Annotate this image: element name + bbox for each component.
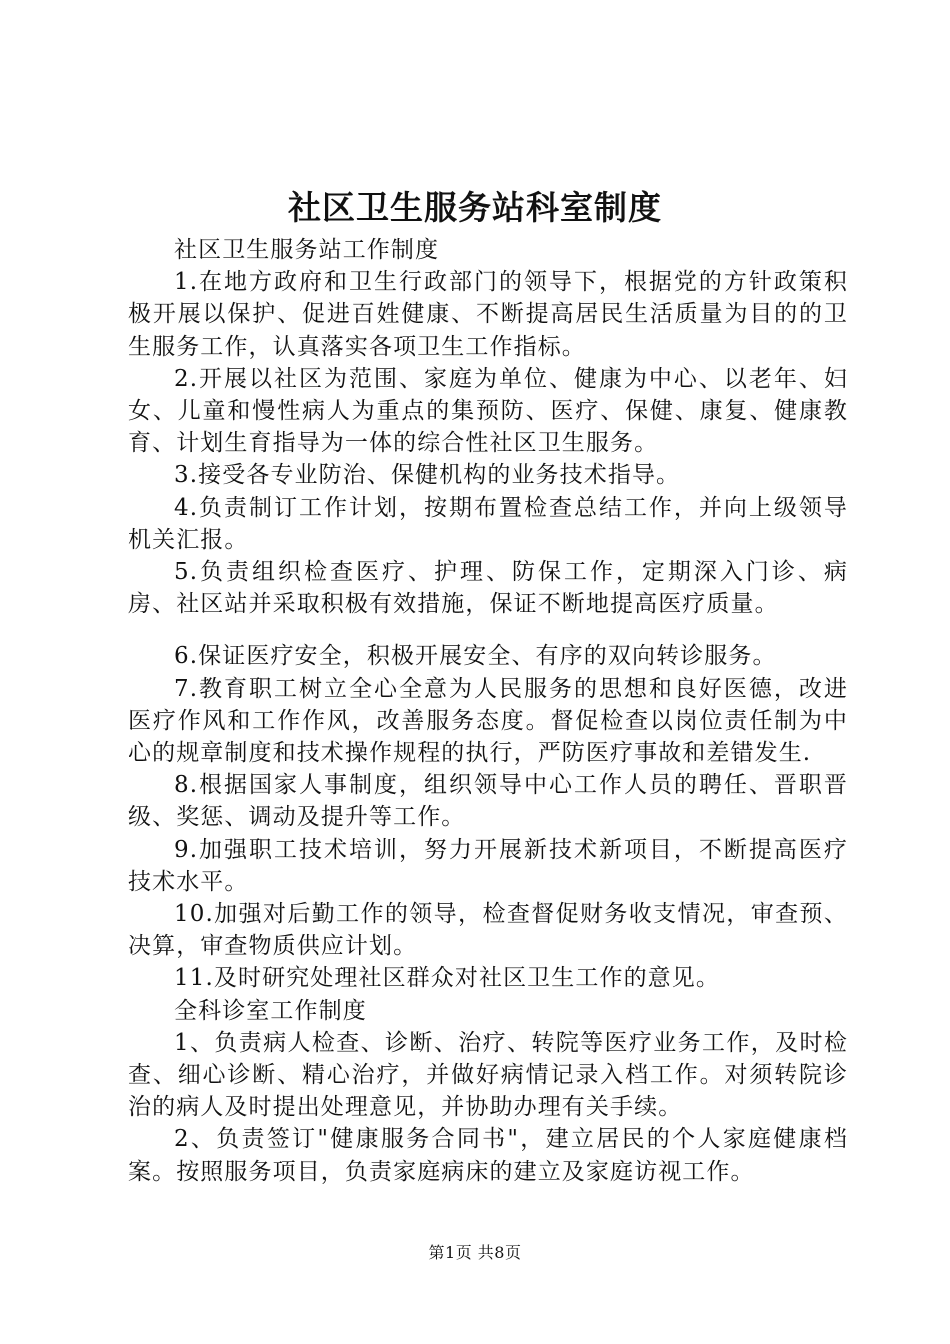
document-body	[128, 234, 848, 1188]
paragraph: 3.接受各专业防治、保健机构的业务技术指导。	[174, 462, 681, 489]
paragraph: 11.及时研究处理社区群众对社区卫生工作的意见。	[174, 965, 720, 992]
document-title: 社区卫生服务站科室制度	[288, 188, 662, 227]
paragraph: 6.保证医疗安全，积极开展安全、有序的双向转诊服务。	[174, 643, 777, 670]
section-heading: 全科诊室工作制度	[174, 997, 367, 1024]
paragraph: 9.加强职工技术培训，努力开展新技术新项目，不断提高医疗技术水平。	[128, 836, 848, 895]
paragraph: 8.根据国家人事制度，组织领导中心工作人员的聘任、晋职晋级、奖惩、调动及提升等工作。	[128, 772, 848, 831]
paragraph: 5.负责组织检查医疗、护理、防保工作，定期深入门诊、病房、社区站并采取积极有效措施，保证不断地提高医疗质量。	[128, 559, 848, 618]
paragraph: 2.开展以社区为范围、家庭为单位、健康为中心、以老年、妇女、儿童和慢性病人为重点的集预防、医疗、保健、康复、健康教育、计划生育指导为一体的综合性社区卫生服务。	[128, 365, 848, 457]
page-footer: 第1页 共8页	[428, 1243, 522, 1262]
paragraph: 7.教育职工树立全心全意为人民服务的思想和良好医德，改进医疗作风和工作作风，改善服务态度。督促检查以岗位责任制为中心的规章制度和技术操作规程的执行，严防医疗事故和差错发生.	[128, 675, 848, 767]
paragraph: 1.在地方政府和卫生行政部门的领导下，根据党的方针政策积极开展以保护、促进百姓健康、不断提高居民生活质量为目的的卫生服务工作，认真落实各项卫生工作指标。	[128, 269, 848, 360]
paragraph: 1、负责病人检查、诊断、治疗、转院等医疗业务工作，及时检查、细心诊断、精心治疗，并做好病情记录入档工作。对须转院诊治的病人及时提出处理意见，并协助办理有关手续。	[128, 1029, 848, 1121]
paragraph: 10.加强对后勤工作的领导，检查督促财务收支情况，审查预、决算，审查物质供应计划。	[128, 901, 848, 960]
paragraph: 2、负责签订"健康服务合同书"，建立居民的个人家庭健康档案。按照服务项目，负责家庭病床的建立及家庭访视工作。	[128, 1126, 848, 1185]
paragraph: 4.负责制订工作计划，按期布置检查总结工作，并向上级领导机关汇报。	[128, 494, 848, 553]
section-heading: 社区卫生服务站工作制度	[174, 237, 440, 263]
